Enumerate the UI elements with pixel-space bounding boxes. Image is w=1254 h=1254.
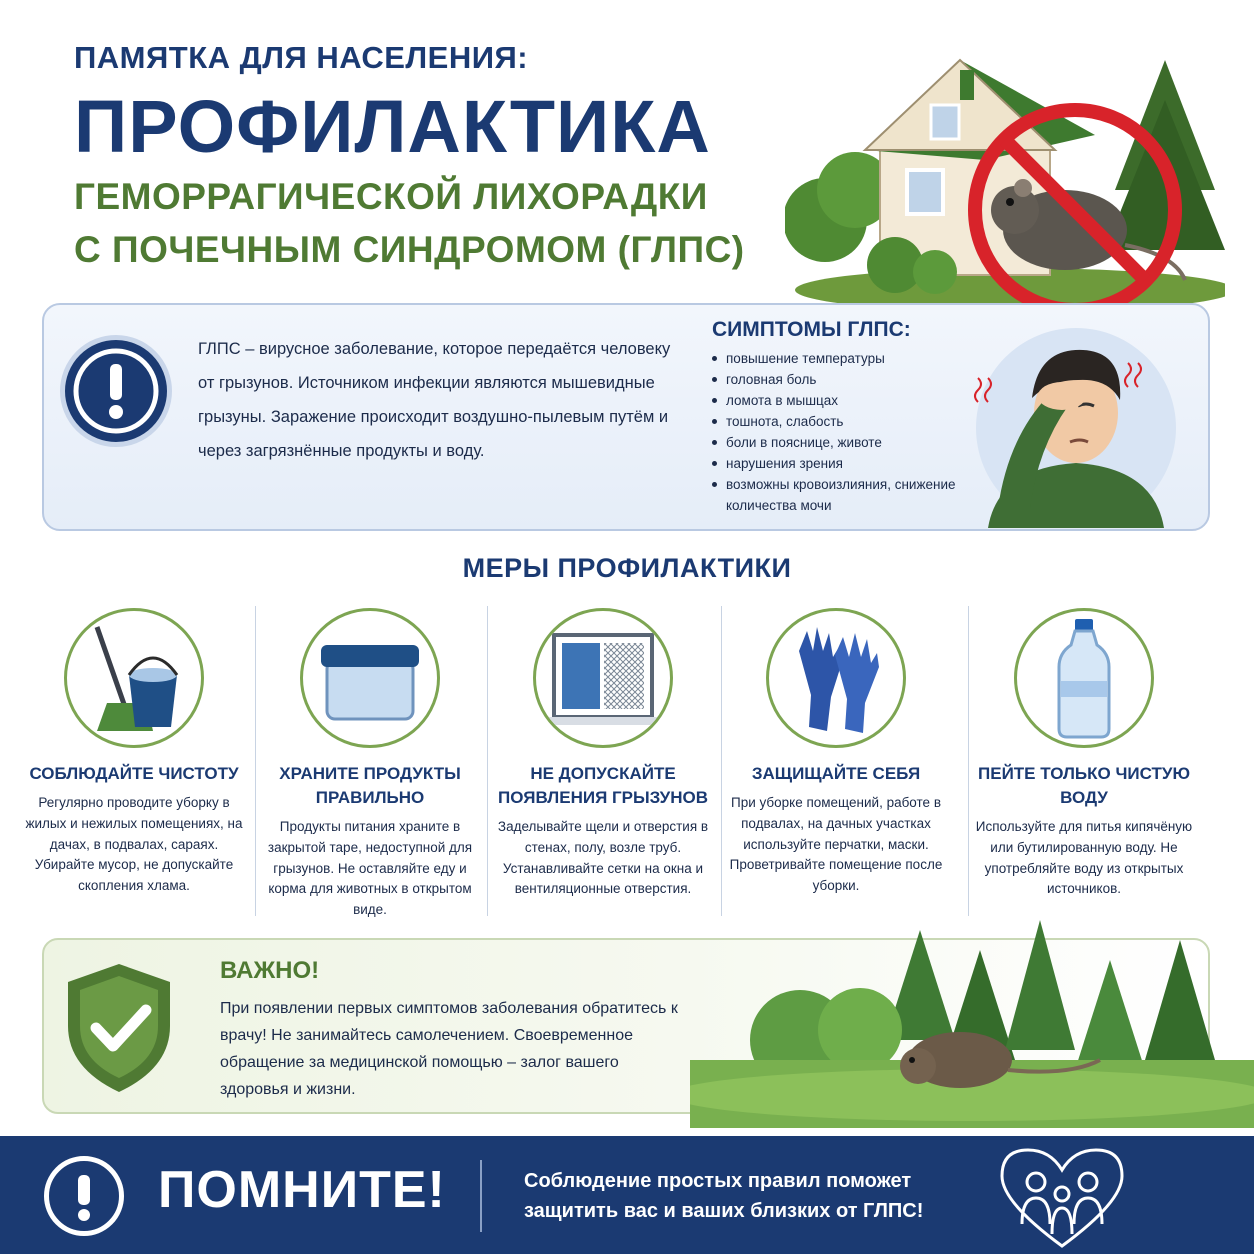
- shield-check-icon: [60, 960, 178, 1096]
- measure-text: Продукты питания храните в закрытой таре, недоступной для грызунов. Не оставляйте еду и корма для животных в открытом виде.: [267, 819, 473, 918]
- footer-text: [524, 1166, 964, 1226]
- sick-man-illustration: [958, 318, 1198, 528]
- symptom-item: возможны кровоизлияния, снижение количества мочи: [712, 474, 972, 516]
- measure-title: ПЕЙТЕ ТОЛЬКО ЧИСТУЮ ВОДУ: [978, 764, 1190, 807]
- bucket-broom-icon: [64, 608, 204, 748]
- forest-rat-illustration: [690, 920, 1254, 1128]
- pretitle: ПАМЯТКА ДЛЯ НАСЕЛЕНИЯ:: [74, 40, 529, 75]
- symptom-item: тошнота, слабость: [712, 411, 972, 432]
- measure-text: Используйте для питья кипячёную или бутилированную воду. Не употребляйте воду из открытых источников.: [975, 819, 1193, 897]
- measure-text: Заделывайте щели и отверстия в стенах, полу, возле труб. Устанавливайте сетки на окна и вентиляционные отверстия.: [497, 819, 709, 897]
- water-bottle-icon: [1014, 608, 1154, 748]
- family-heart-icon: [992, 1142, 1132, 1254]
- food-container-icon: [300, 608, 440, 748]
- measure-text: Регулярно проводите уборку в жилых и нежилых помещениях, на дачах, в подвалах, сараях. Убирайте мусор, не допускайте скопления хлама.: [25, 795, 243, 894]
- symptom-item: нарушения зрения: [712, 453, 972, 474]
- footer-title: ПОМНИТЕ!: [158, 1161, 446, 1219]
- measure-title: СОБЛЮДАЙТЕ ЧИСТОТУ: [29, 764, 239, 783]
- measure-title: ЗАЩИЩАЙТЕ СЕБЯ: [751, 764, 921, 783]
- page-subtitle: [74, 170, 745, 276]
- exclamation-icon: [60, 335, 172, 447]
- measure-food-storage: [254, 604, 486, 916]
- subtitle-line-1: ГЕМОРРАГИЧЕСКОЙ ЛИХОРАДКИ: [74, 176, 708, 217]
- measure-text: При уборке помещений, работе в подвалах, на дачных участках используйте перчатки, маски. Проветривайте помещение после уборки.: [729, 795, 943, 894]
- measure-no-rodents: [487, 604, 719, 916]
- footer-divider: [480, 1160, 482, 1232]
- symptom-item: головная боль: [712, 369, 972, 390]
- important-text: При появлении первых симптомов заболевания обратитесь к врачу! Не занимайтесь самолечением. Своевременное обращение за медицинской помощью – залог вашего здоровья и жизни.: [220, 1000, 678, 1098]
- symptom-item: боли в пояснице, животе: [712, 432, 972, 453]
- exclamation-icon: [44, 1156, 124, 1236]
- symptom-item: повышение температуры: [712, 348, 972, 369]
- symptoms-list: [712, 348, 972, 516]
- measure-title: ХРАНИТЕ ПРОДУКТЫ ПРАВИЛЬНО: [279, 764, 461, 807]
- measure-protect-yourself: [720, 604, 952, 916]
- footer-text-line-2: защитить вас и ваших близких от ГЛПС!: [524, 1200, 924, 1222]
- symptoms-title: СИМПТОМЫ ГЛПС:: [712, 318, 911, 341]
- symptom-item: ломота в мышцах: [712, 390, 972, 411]
- important-title: ВАЖНО!: [220, 957, 320, 984]
- disease-description: ГЛПС – вирусное заболевание, которое передаётся человеку от грызунов. Источником инфекции являются мышевидные грызуны. Заражение происходит воздушно-пылевым путём и через загрязнённые продукты и воду.: [198, 340, 671, 460]
- measure-title: НЕ ДОПУСКАЙТЕ ПОЯВЛЕНИЯ ГРЫЗУНОВ: [498, 764, 708, 807]
- subtitle-line-2: С ПОЧЕЧНЫМ СИНДРОМОМ (ГЛПС): [74, 229, 745, 270]
- gloves-icon: [766, 608, 906, 748]
- footer-text-line-1: Соблюдение простых правил поможет: [524, 1170, 912, 1192]
- measure-cleanliness: [18, 604, 250, 916]
- page-title: ПРОФИЛАКТИКА: [74, 85, 711, 168]
- measure-clean-water: [968, 604, 1200, 916]
- measures-title: МЕРЫ ПРОФИЛАКТИКИ: [462, 553, 792, 583]
- house-rat-prohibited-illustration: [785, 40, 1225, 310]
- window-mesh-icon: [533, 608, 673, 748]
